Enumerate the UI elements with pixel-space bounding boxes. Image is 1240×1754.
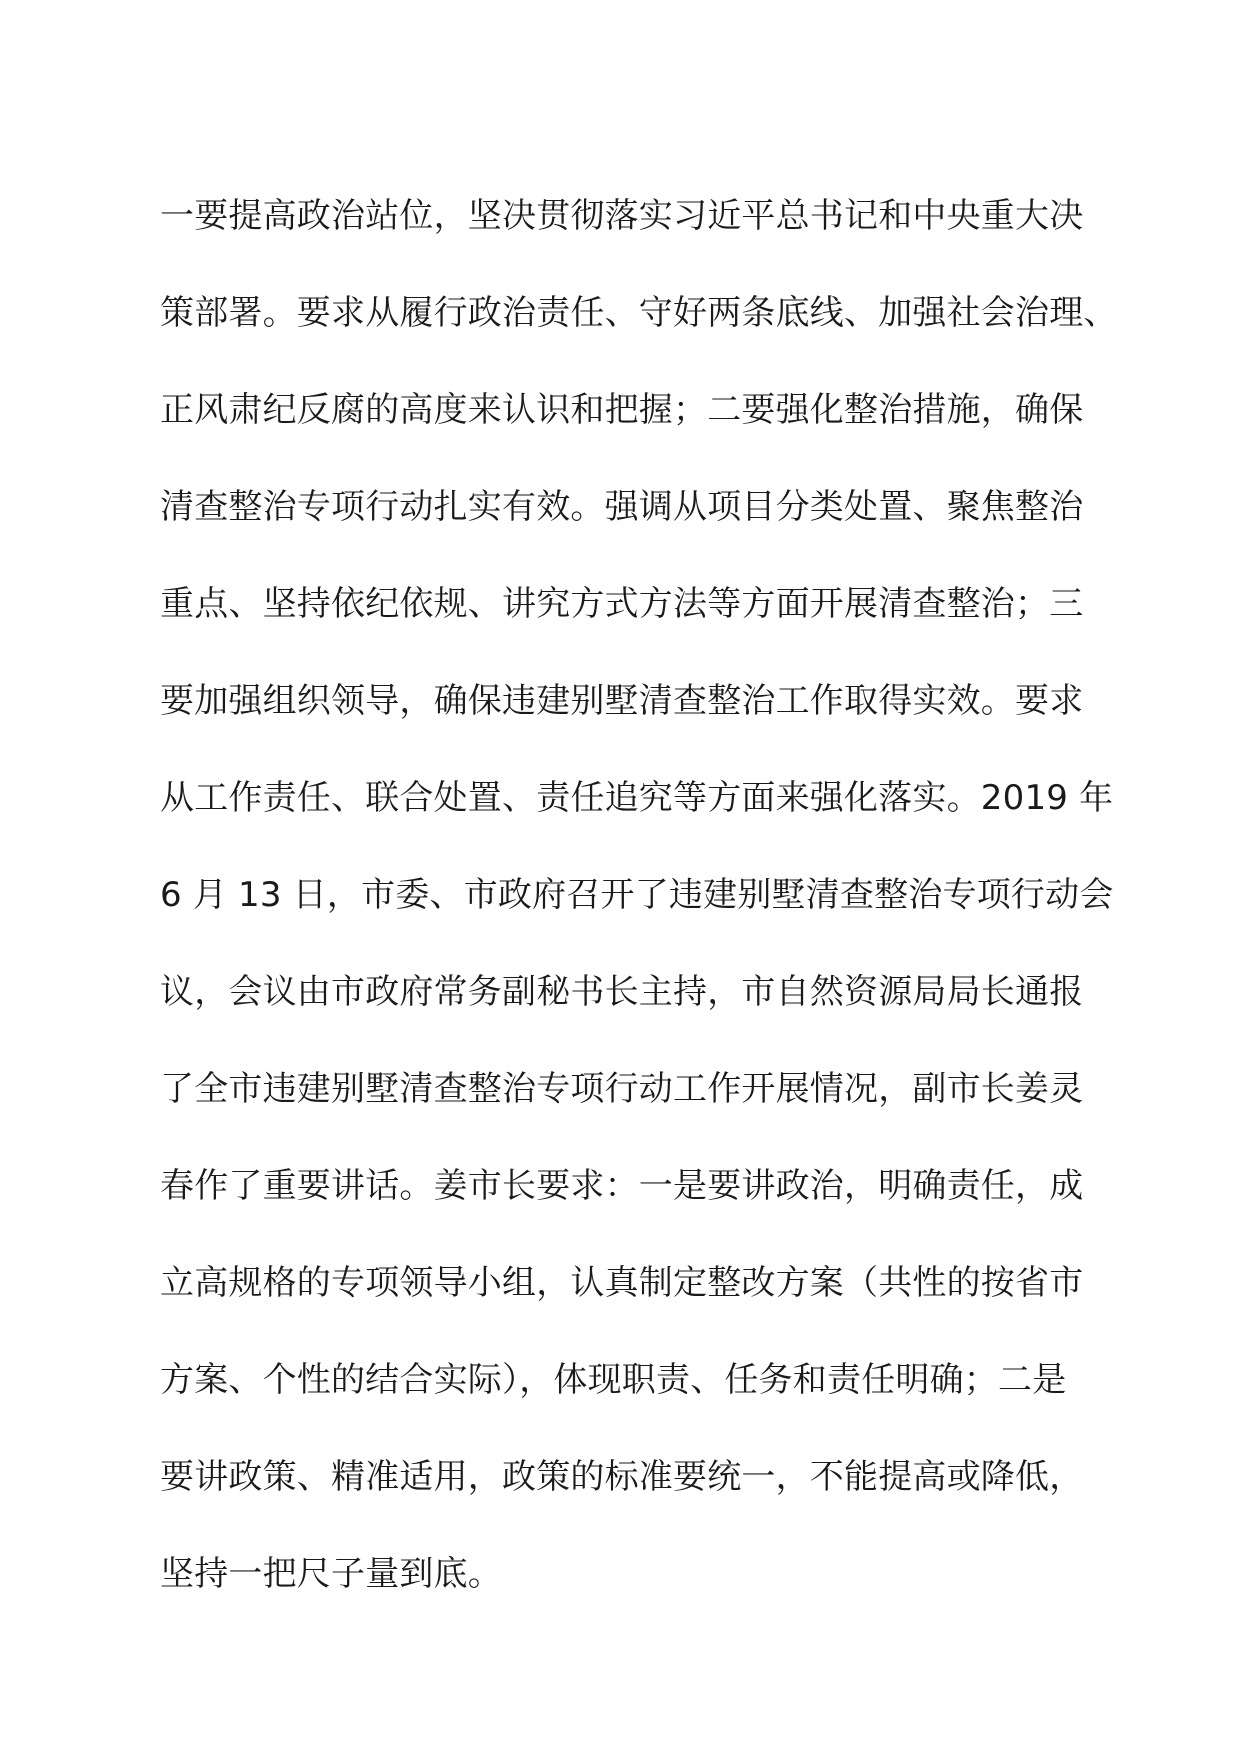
text-line-1: 一要提高政治站位，坚决贯彻落实习近平总书记和中央重大决 [160, 196, 1084, 236]
text-line-6: 要加强组织领导，确保违建别墅清查整治工作取得实效。要求 [160, 681, 1084, 721]
text-line-7: 从工作责任、联合处置、责任追究等方面来强化落实。2019 年 [160, 778, 1114, 818]
text-line-4: 清查整治专项行动扎实有效。强调从项目分类处置、聚焦整治 [160, 487, 1084, 527]
text-line-11: 春作了重要讲话。姜市长要求：一是要讲政治，明确责任，成 [160, 1166, 1084, 1206]
text-line-10: 了全市违建别墅清查整治专项行动工作开展情况，副市长姜灵 [160, 1069, 1084, 1109]
text-line-9: 议，会议由市政府常务副秘书长主持，市自然资源局局长通报 [160, 972, 1084, 1012]
text-line-14: 要讲政策、精准适用，政策的标准要统一，不能提高或降低， [160, 1457, 1084, 1497]
text-line-3: 正风肃纪反腐的高度来认识和把握；二要强化整治措施，确保 [160, 390, 1084, 430]
text-line-2: 策部署。要求从履行政治责任、守好两条底线、加强社会治理、 [160, 293, 1118, 333]
text-line-15: 坚持一把尺子量到底。 [160, 1554, 502, 1594]
text-line-13: 方案、个性的结合实际），体现职责、任务和责任明确；二是 [160, 1360, 1067, 1400]
text-line-5: 重点、坚持依纪依规、讲究方式方法等方面开展清查整治；三 [160, 584, 1084, 624]
text-line-12: 立高规格的专项领导小组，认真制定整改方案（共性的按省市 [160, 1263, 1084, 1303]
text-line-8: 6 月 13 日，市委、市政府召开了违建别墅清查整治专项行动会 [160, 875, 1114, 915]
body-paragraph [160, 168, 1120, 1623]
